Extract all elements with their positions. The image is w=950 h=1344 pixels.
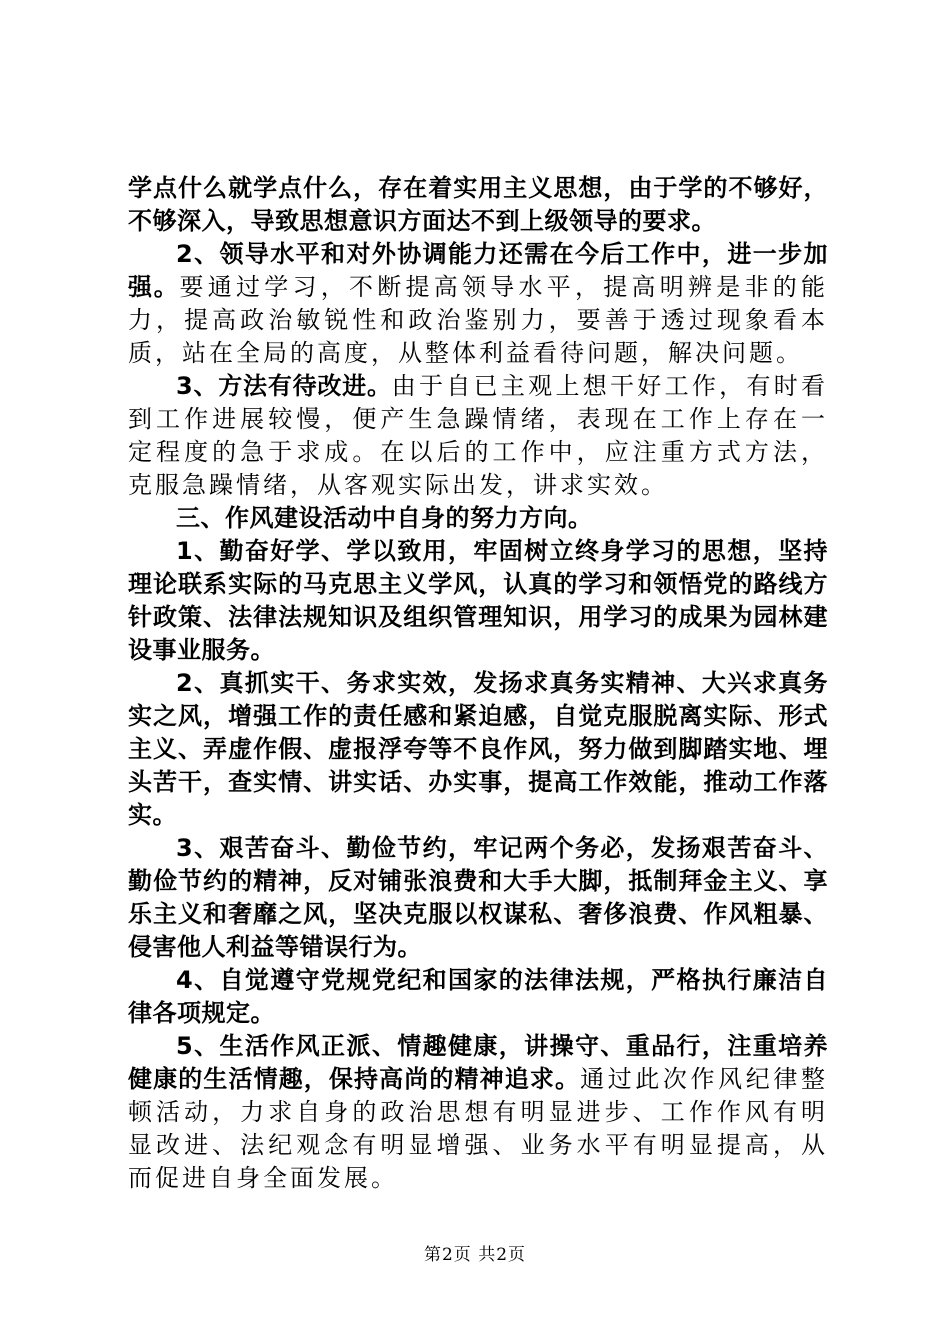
paragraph-bold-text: 3、艰苦奋斗、勤俭节约，牢记两个务必，发扬艰苦奋斗、勤俭节约的精神，反对铺张浪费和大手大脚，抵制拜金主义、享乐主义和奢靡之风，坚决克服以权谋私、奢侈浪费、作风粗暴、侵害他人利益等错误行为。 bbox=[128, 834, 828, 961]
paragraph-item-5 bbox=[128, 1030, 828, 1195]
paragraph-leadership bbox=[128, 238, 828, 370]
section-heading bbox=[128, 502, 828, 535]
paragraph-bold-text: 2、真抓实干、务求实效，发扬求真务实精神、大兴求真务实之风，增强工作的责任感和紧迫感，自觉克服脱离实际、形式主义、弄虚作假、虚报浮夸等不良作风，努力做到脚踏实地、埋头苦干，查实情、讲实话、办实事，提高工作效能，推动工作落实。 bbox=[128, 669, 828, 829]
paragraph-bold-text: 学点什么就学点什么，存在着实用主义思想，由于学的不够好，不够深入，导致思想意识方面达不到上级领导的要求。 bbox=[128, 174, 828, 235]
paragraph-normal-text: 由于自已主观上想干好工作，有时看到工作进展较慢，便产生急躁情绪，表现在工作上存在一定程度的急于求成。在以后的工作中，应注重方式方法，克服急躁情绪，从客观实际出发，讲求实效。 bbox=[128, 372, 828, 499]
paragraph-bold-text: 2、领导水平和对外协调能力还需在今后工作中，进一步加强。 bbox=[128, 240, 828, 301]
paragraph-item-2 bbox=[128, 667, 828, 832]
paragraph-item-1 bbox=[128, 535, 828, 667]
paragraph-normal-text: 通过此次作风纪律整顿活动，力求自身的政治思想有明显进步、工作作风有明显改进、法纪观念有明显增强、业务水平有明显提高，从而促进自身全面发展。 bbox=[128, 1065, 829, 1192]
paragraph-continuation bbox=[128, 172, 828, 238]
paragraph-methods bbox=[128, 370, 828, 502]
paragraph-bold-text: 5、生活作风正派、情趣健康，讲操守、重品行，注重培养健康的生活情趣，保持高尚的精神追求。 bbox=[128, 1032, 828, 1093]
paragraph-bold-text: 4、自觉遵守党规党纪和国家的法律法规，严格执行廉洁自律各项规定。 bbox=[128, 966, 828, 1027]
section-heading-text: 三、作风建设活动中自身的努力方向。 bbox=[176, 504, 593, 532]
document-body bbox=[128, 172, 828, 1195]
paragraph-bold-text: 3、方法有待改进。 bbox=[176, 372, 392, 400]
paragraph-normal-text: 要通过学习，不断提高领导水平，提高明辨是非的能力，提高政治敏锐性和政治鉴别力，要善于透过现象看本质，站在全局的高度，从整体利益看待问题，解决问题。 bbox=[128, 273, 828, 367]
paragraph-item-4 bbox=[128, 964, 828, 1030]
paragraph-item-3 bbox=[128, 832, 828, 964]
paragraph-bold-text: 1、勤奋好学、学以致用，牢固树立终身学习的思想，坚持理论联系实际的马克思主义学风，认真的学习和领悟党的路线方针政策、法律法规知识及组织管理知识，用学习的成果为园林建设事业服务。 bbox=[128, 537, 828, 664]
page-number-footer: 第2页 共2页 bbox=[423, 1245, 527, 1265]
